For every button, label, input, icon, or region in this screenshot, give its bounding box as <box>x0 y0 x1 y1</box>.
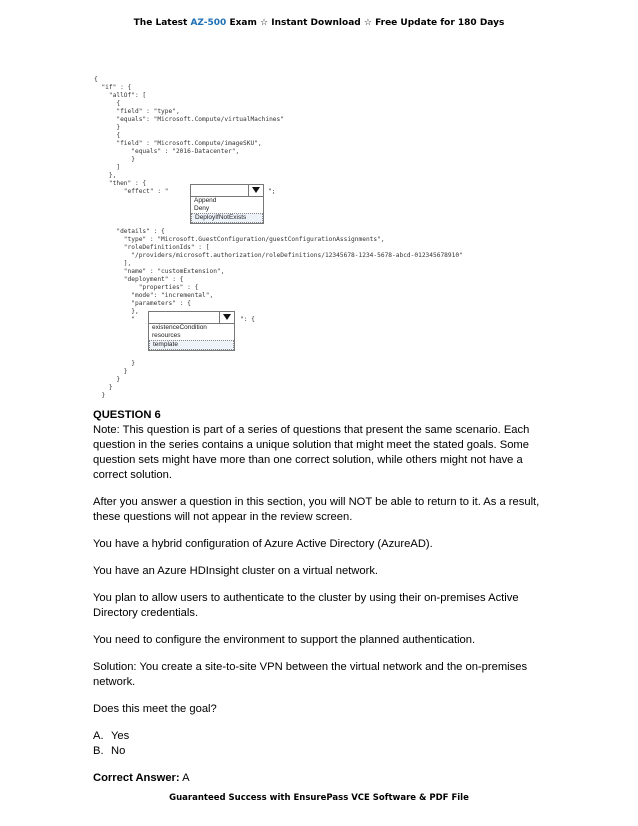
code-line: "properties" : { <box>94 284 199 291</box>
code-line: }, <box>94 172 117 179</box>
star-icon: ☆ <box>363 18 372 28</box>
code-line: "mode": "incremental", <box>94 292 214 299</box>
code-line: { <box>94 100 121 107</box>
chevron-down-icon[interactable] <box>223 314 231 320</box>
correct-answer-label: Correct Answer: <box>93 772 180 784</box>
code-line: "effect" : " <box>94 188 169 195</box>
dropdown-option[interactable]: Deny <box>194 205 210 212</box>
code-line: { <box>94 132 121 139</box>
code-line: "deployment" : { <box>94 276 184 283</box>
header-free: Free Update for 180 Days <box>371 18 505 28</box>
header-middle: Exam <box>226 18 257 28</box>
code-line: "field" : "Microsoft.Compute/imageSKU", <box>94 140 262 147</box>
code-line: "parameters" : { <box>94 300 191 307</box>
dropdown-option[interactable]: Append <box>194 197 217 204</box>
question-paragraph: You need to configure the environment to support the planned authentication. <box>93 634 476 646</box>
code-line: "; <box>268 188 276 195</box>
code-line: }, <box>94 308 139 315</box>
question-paragraph: Solution: You create a site-to-site VPN between the virtual network and the on-premises network. <box>93 661 528 688</box>
code-line: "roleDefinitionIds" : [ <box>94 244 210 251</box>
dropdown-option[interactable]: resources <box>152 332 181 339</box>
answer-text: No <box>111 745 126 757</box>
question-prompt: Does this meet the goal? <box>93 703 217 715</box>
question-paragraph: After you answer a question in this section, you will NOT be able to return to it. As a result, these questions will not appear in the review screen. <box>93 496 540 523</box>
code-line: "field" : "type", <box>94 108 180 115</box>
question-paragraph: You plan to allow users to authenticate to the cluster by using their on-premises Active Directory credentials. <box>93 592 519 619</box>
star-icon: ☆ <box>260 18 269 28</box>
dropdown-option[interactable]: template <box>149 340 234 350</box>
answer-option[interactable] <box>93 729 553 744</box>
question-title: QUESTION 6 <box>93 409 161 421</box>
code-line: { <box>94 76 98 83</box>
code-line: } <box>94 392 106 399</box>
exam-code: AZ-500 <box>190 18 227 28</box>
code-line: "if" : { <box>94 84 132 91</box>
effect-dropdown[interactable] <box>190 184 264 224</box>
code-line: } <box>94 124 121 131</box>
correct-answer <box>93 771 553 786</box>
code-line: "name" : "customExtension", <box>94 268 225 275</box>
code-line: "type" : "Microsoft.GuestConfiguration/guestConfigurationAssignments", <box>94 236 385 243</box>
answer-option[interactable] <box>93 744 553 759</box>
dropdown-box[interactable] <box>149 312 234 324</box>
code-line: "equals": "Microsoft.Compute/virtualMachines" <box>94 116 284 123</box>
code-line: "allOf": [ <box>94 92 147 99</box>
answer-text: Yes <box>111 730 130 742</box>
header-prefix: The Latest <box>133 18 191 28</box>
answer-letter: B. <box>93 745 104 757</box>
code-line: } <box>94 368 128 375</box>
question-paragraph: You have an Azure HDInsight cluster on a virtual network. <box>93 565 379 577</box>
question-paragraph: You have a hybrid configuration of Azure Active Directory (AzureAD). <box>93 538 433 550</box>
dropdown-separator <box>248 185 249 196</box>
dropdown-separator <box>219 312 220 323</box>
code-line: } <box>94 156 135 163</box>
code-line: } <box>94 384 113 391</box>
code-line: ] <box>94 164 121 171</box>
code-line: "then" : { <box>94 180 147 187</box>
code-line: } <box>94 376 121 383</box>
dropdown-option[interactable]: existenceCondition <box>152 324 207 331</box>
code-line: "/providers/microsoft.authorization/roleDefinitions/12345678-1234-5678-abcd-012345678910" <box>94 252 463 259</box>
code-line: } <box>94 360 135 367</box>
correct-answer-value: A <box>179 772 190 784</box>
code-exhibit <box>90 74 530 399</box>
question-note: Note: This question is part of a series of questions that present the same scenario. Each question in the series contains a unique solution that might meet the stated goals. Some question sets might have more than one correct solution, while others might not have a correct solution. <box>93 424 530 481</box>
page-header <box>0 18 638 28</box>
question-block <box>93 408 553 786</box>
deployment-dropdown[interactable] <box>148 311 235 351</box>
code-line: ": { <box>240 316 255 323</box>
code-line: "equals" : "2016-Datacenter", <box>94 148 240 155</box>
code-line: ], <box>94 260 132 267</box>
code-line: "details" : { <box>94 228 165 235</box>
page-footer: Guaranteed Success with EnsurePass VCE Software & PDF File <box>169 793 469 803</box>
answer-letter: A. <box>93 730 104 742</box>
chevron-down-icon[interactable] <box>252 187 260 193</box>
dropdown-box[interactable] <box>191 185 263 197</box>
dropdown-option[interactable]: DeployIfNotExists <box>191 213 263 223</box>
code-line: " <box>94 316 135 323</box>
header-instant: Instant Download <box>268 18 364 28</box>
